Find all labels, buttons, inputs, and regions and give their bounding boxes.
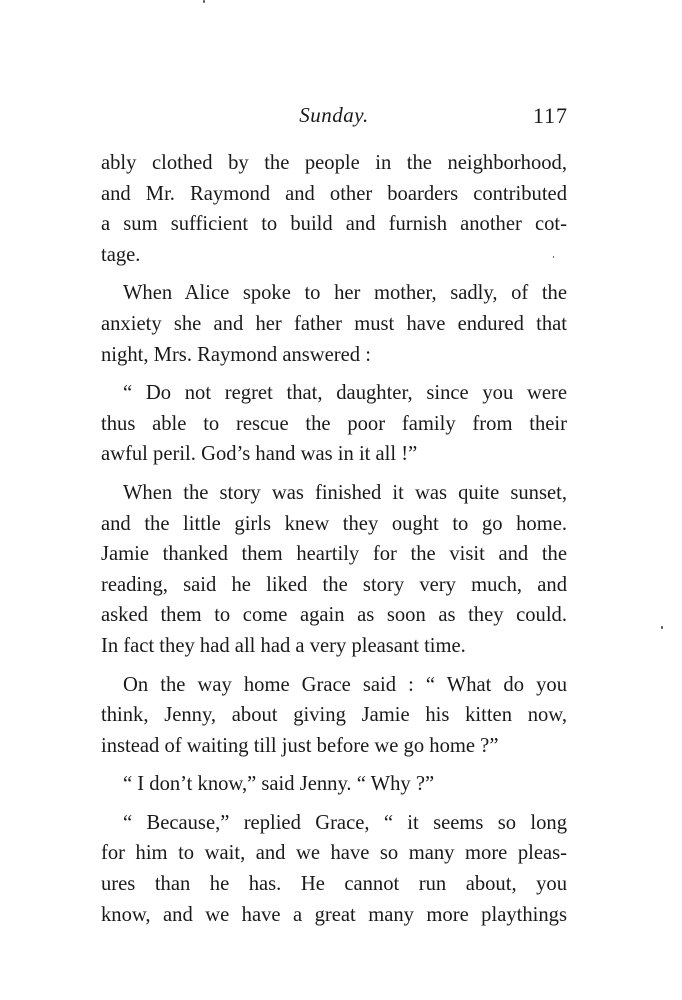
paragraph	[101, 478, 567, 662]
text-line: reading, said he liked the story very much, and	[101, 573, 567, 596]
print-speck	[553, 256, 554, 258]
text-line: “ Because,” replied Grace, “ it seems so long	[123, 811, 567, 834]
text-line: for him to wait, and we have so many more pleas-	[101, 842, 567, 865]
text-line: and Mr. Raymond and other boarders contributed	[101, 182, 567, 205]
text-line: When Alice spoke to her mother, sadly, of the	[123, 282, 567, 305]
paragraph	[101, 808, 567, 930]
text-line: asked them to come again as soon as they could.	[101, 604, 567, 627]
text-line: a sum sufficient to build and furnish another cot-	[101, 213, 567, 236]
paragraph	[101, 278, 567, 370]
text-line: ably clothed by the people in the neighborhood,	[101, 152, 567, 174]
paragraph	[101, 378, 567, 470]
text-line: know, and we have a great many more playthings	[101, 903, 567, 926]
text-line: On the way home Grace said : “ What do you	[123, 673, 567, 696]
text-line: anxiety she and her father must have endured that	[101, 312, 567, 335]
text-line: In fact they had all had a very pleasant time.	[101, 634, 466, 657]
page-number: 117	[532, 103, 568, 128]
paragraph	[101, 148, 567, 270]
body-text	[101, 148, 567, 938]
paragraph	[101, 670, 567, 762]
running-title: Sunday.	[299, 103, 369, 127]
text-line: and the little girls knew they ought to go home.	[101, 512, 567, 535]
text-line: think, Jenny, about giving Jamie his kitten now,	[101, 704, 567, 727]
running-head	[100, 103, 568, 133]
text-line: ures than he has. He cannot run about, you	[101, 873, 567, 896]
print-speck	[661, 626, 663, 629]
text-line: instead of waiting till just before we go home ?”	[101, 734, 499, 757]
text-line: night, Mrs. Raymond answered :	[101, 343, 371, 366]
text-line: tage.	[101, 243, 141, 266]
paragraph	[101, 769, 567, 800]
text-line: Jamie thanked them heartily for the visit and the	[101, 543, 567, 566]
text-line: “ Do not regret that, daughter, since you were	[123, 382, 567, 405]
text-line: thus able to rescue the poor family from their	[101, 412, 567, 435]
text-line: When the story was finished it was quite sunset,	[123, 481, 567, 504]
text-line: awful peril. God’s hand was in it all !”	[101, 443, 418, 466]
print-speck	[203, 0, 205, 3]
text-line: “ I don’t know,” said Jenny. “ Why ?”	[123, 773, 435, 796]
